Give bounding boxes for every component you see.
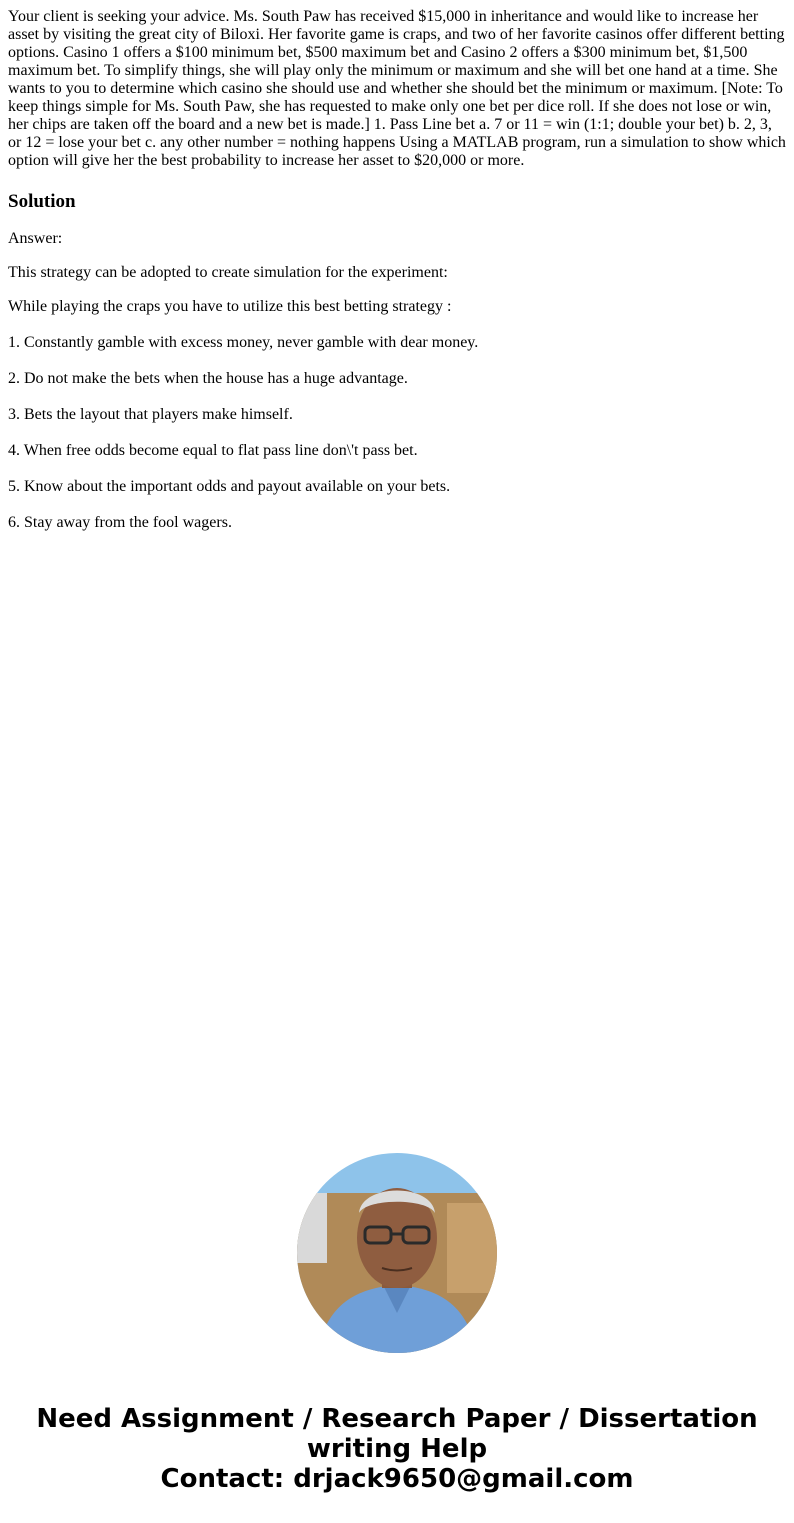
strategy-item-2: 2. Do not make the bets when the house has a huge advantage. (8, 370, 408, 387)
question-text: Your client is seeking your advice. Ms. South Paw has received $15,000 in inheritance and would like to increase her asset by visiting the great city of Biloxi. Her favorite game is craps, and two of her favorite casinos offer different betting options. Casino 1 offers a $100 minimum bet, $500 maximum bet and Casino 2 offers a $300 minimum bet, $1,500 maximum bet. To simplify things, she will play only the minimum or maximum and she will bet one hand at a time. She wants to you to determine which casino she should use and whether she should bet the minimum or maximum. [Note: To keep things simple for Ms. South Paw, she has requested to make only one bet per dice roll. If she does not lose or win, her chips are taken off the board and a new bet is made.] 1. Pass Line bet a. 7 or 11 = win (1:1; double your bet) b. 2, 3, or 12 = lose your bet c. any other number = nothing happens Using a MATLAB program, run a simulation to show which option will give her the best probability to increase her asset to $20,000 or more. (8, 8, 786, 169)
contact-banner (0, 1404, 794, 1494)
author-avatar (297, 1153, 497, 1353)
strategy-lead-paragraph: While playing the craps you have to utilize this best betting strategy : (8, 298, 452, 315)
banner-contact-line: Contact: drjack9650@gmail.com (160, 1464, 634, 1494)
strategy-item-1: 1. Constantly gamble with excess money, never gamble with dear money. (8, 334, 479, 351)
banner-line-2: writing Help (306, 1434, 488, 1464)
solution-heading: Solution (8, 191, 76, 212)
strategy-item-6: 6. Stay away from the fool wagers. (8, 514, 232, 531)
banner-line-1: Need Assignment / Research Paper / Dissertation (36, 1404, 758, 1434)
intro-paragraph: This strategy can be adopted to create simulation for the experiment: (8, 264, 448, 281)
strategy-item-5: 5. Know about the important odds and payout available on your bets. (8, 478, 451, 495)
document-body (8, 8, 788, 532)
strategy-item-3: 3. Bets the layout that players make himself. (8, 406, 293, 423)
avatar-wall-panel (297, 1193, 327, 1263)
strategy-list (8, 334, 788, 532)
strategy-item-4: 4. When free odds become equal to flat pass line don\'t pass bet. (8, 442, 418, 459)
answer-label: Answer: (8, 230, 63, 247)
avatar-carving (447, 1203, 497, 1293)
author-portrait-icon (297, 1153, 497, 1353)
